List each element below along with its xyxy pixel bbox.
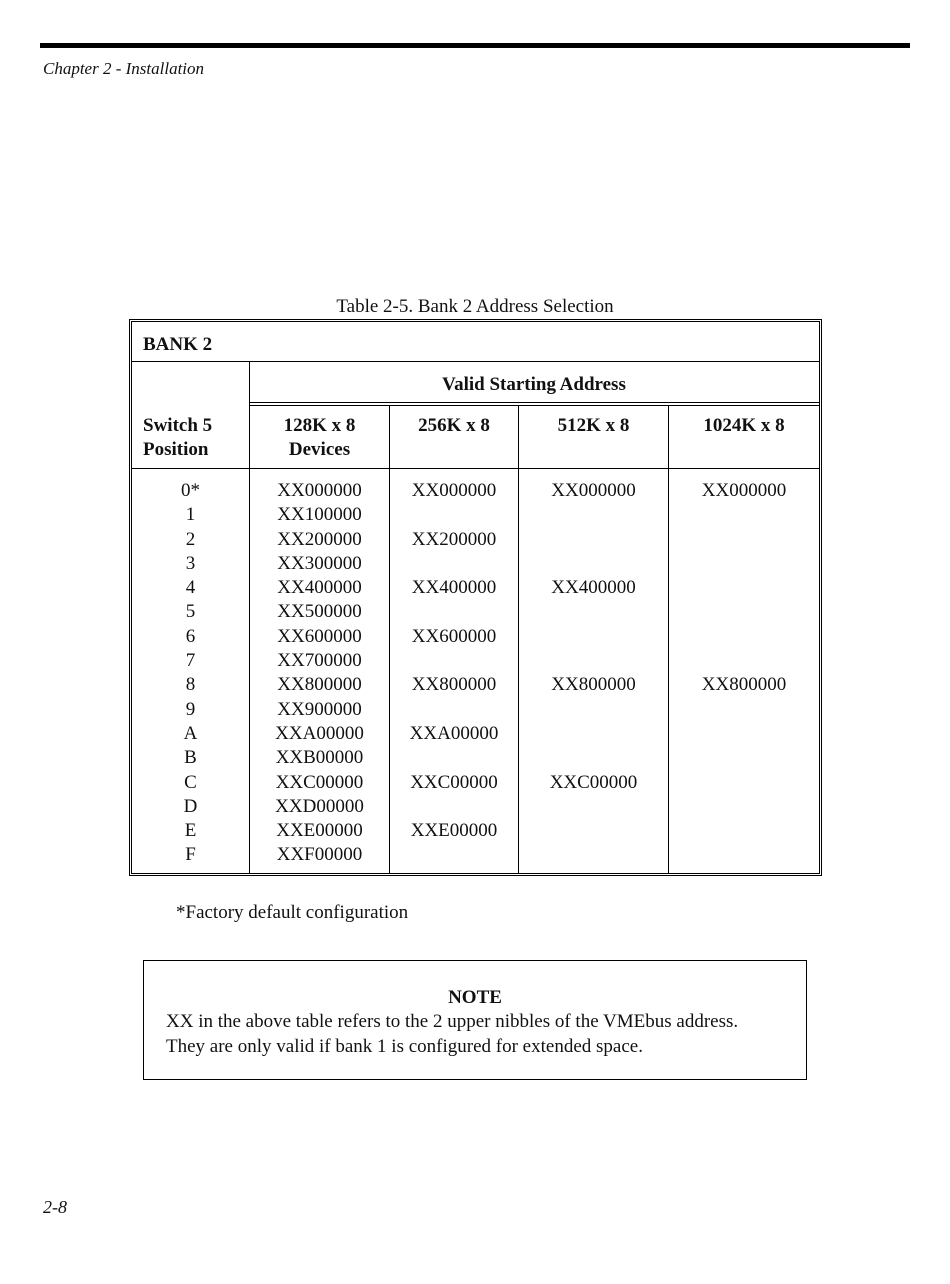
cell-512k (519, 552, 668, 576)
cell-512k (519, 722, 668, 746)
cell-128k: XXE00000 (276, 820, 363, 842)
top-rule (40, 43, 910, 48)
note-box (143, 960, 807, 1080)
position-cell: B (184, 747, 197, 769)
cell-128k: XX700000 (277, 650, 362, 672)
cell-512k (519, 843, 668, 867)
cell-256k (390, 600, 518, 624)
note-title: NOTE (448, 987, 502, 1008)
header-128k-label: 128K x 8 (283, 415, 356, 436)
cell-256k (390, 843, 518, 867)
cell-1024k (669, 600, 819, 624)
position-cell: D (183, 795, 198, 817)
cell-1024k: XX000000 (701, 480, 787, 501)
cell-256k: XX600000 (411, 625, 497, 647)
cell-1024k (669, 625, 819, 649)
cell-128k: XX000000 (277, 480, 362, 501)
position-cell: 3 (185, 552, 196, 574)
column-header-rule (132, 468, 819, 469)
position-cell: C (184, 771, 197, 793)
header-256k: 256K x 8 (418, 415, 490, 436)
column-128k (250, 479, 389, 868)
cell-1024k (669, 576, 819, 600)
page-number: 2-8 (43, 1197, 67, 1217)
position-cell: 2 (185, 528, 196, 550)
cell-128k: XXA00000 (275, 722, 364, 744)
cell-256k (390, 795, 518, 819)
cell-128k: XXD00000 (275, 795, 364, 817)
cell-1024k (669, 746, 819, 770)
position-cell: 4 (185, 577, 196, 599)
cell-512k (519, 819, 668, 843)
cell-1024k (669, 528, 819, 552)
position-cell: 7 (185, 650, 196, 672)
cell-128k: XXB00000 (275, 747, 364, 769)
cell-128k: XX500000 (277, 601, 362, 623)
position-cell: 5 (185, 601, 196, 623)
running-head: Chapter 2 - Installation (43, 59, 205, 78)
valid-starting-address-header: Valid Starting Address (442, 374, 626, 395)
cell-256k: XXE00000 (410, 820, 498, 842)
cell-512k (519, 600, 668, 624)
cell-256k: XX400000 (411, 577, 497, 599)
cell-1024k (669, 649, 819, 673)
cell-128k: XX400000 (277, 577, 362, 599)
cell-512k (519, 649, 668, 673)
position-cell: F (185, 844, 196, 866)
cell-512k (519, 746, 668, 770)
cell-128k: XX200000 (277, 528, 362, 550)
cell-256k (390, 698, 518, 722)
cell-256k (390, 746, 518, 770)
bank2-address-table (129, 319, 822, 876)
cell-128k: XX900000 (277, 698, 362, 720)
cell-512k: XX000000 (551, 480, 636, 501)
cell-256k: XX800000 (411, 674, 497, 696)
cell-1024k (669, 771, 819, 795)
cell-512k (519, 795, 668, 819)
position-cell: E (184, 820, 197, 842)
cell-256k: XX000000 (411, 480, 497, 501)
cell-1024k (669, 795, 819, 819)
cell-128k: XX300000 (277, 552, 362, 574)
table-caption: Table 2-5. Bank 2 Address Selection (336, 296, 614, 317)
cell-256k: XXA00000 (409, 722, 499, 744)
cell-1024k (669, 843, 819, 867)
column-positions (132, 479, 249, 868)
note-line-2: They are only valid if bank 1 is configured for extended space. (166, 1036, 643, 1057)
position-cell: 8 (185, 674, 196, 696)
cell-1024k (669, 722, 819, 746)
cell-512k (519, 698, 668, 722)
cell-256k (390, 649, 518, 673)
column-512k (519, 479, 668, 868)
cell-256k (390, 552, 518, 576)
cell-1024k: XX800000 (701, 674, 787, 696)
cell-128k: XXC00000 (275, 771, 364, 793)
header-512k: 512K x 8 (557, 415, 630, 436)
cell-1024k (669, 819, 819, 843)
cell-128k: XXF00000 (276, 844, 363, 866)
cell-512k (519, 503, 668, 527)
header-1024k: 1024K x 8 (703, 415, 785, 436)
cell-512k (519, 528, 668, 552)
cell-256k (390, 503, 518, 527)
cell-256k: XX200000 (411, 528, 497, 550)
header-switch-label: Switch 5 (143, 415, 213, 436)
position-cell: A (183, 722, 198, 744)
cell-128k: XX800000 (277, 674, 362, 696)
bank-label: BANK 2 (132, 322, 819, 362)
cell-512k: XXC00000 (549, 771, 638, 793)
header-128k-devices: Devices (288, 439, 351, 460)
cell-512k: XX800000 (551, 674, 636, 696)
footnote: *Factory default configuration (176, 902, 409, 923)
header-position-label: Position (143, 439, 209, 460)
group-header-rule-1 (249, 402, 819, 403)
header-switch-position (143, 414, 212, 462)
cell-1024k (669, 698, 819, 722)
cell-1024k (669, 552, 819, 576)
cell-256k: XXC00000 (410, 771, 498, 793)
header-128k (250, 414, 389, 462)
cell-128k: XX100000 (277, 504, 362, 526)
cell-512k (519, 625, 668, 649)
position-cell: 9 (185, 698, 196, 720)
column-256k (390, 479, 518, 868)
cell-128k: XX600000 (277, 625, 362, 647)
position-cell: 0* (181, 480, 200, 501)
cell-1024k (669, 503, 819, 527)
column-1024k (669, 479, 819, 868)
note-line-1: XX in the above table refers to the 2 upper nibbles of the VMEbus address. (166, 1011, 739, 1032)
cell-512k: XX400000 (551, 577, 636, 599)
group-header-rule-2 (249, 405, 819, 406)
position-cell: 1 (185, 504, 196, 526)
position-cell: 6 (185, 625, 196, 647)
